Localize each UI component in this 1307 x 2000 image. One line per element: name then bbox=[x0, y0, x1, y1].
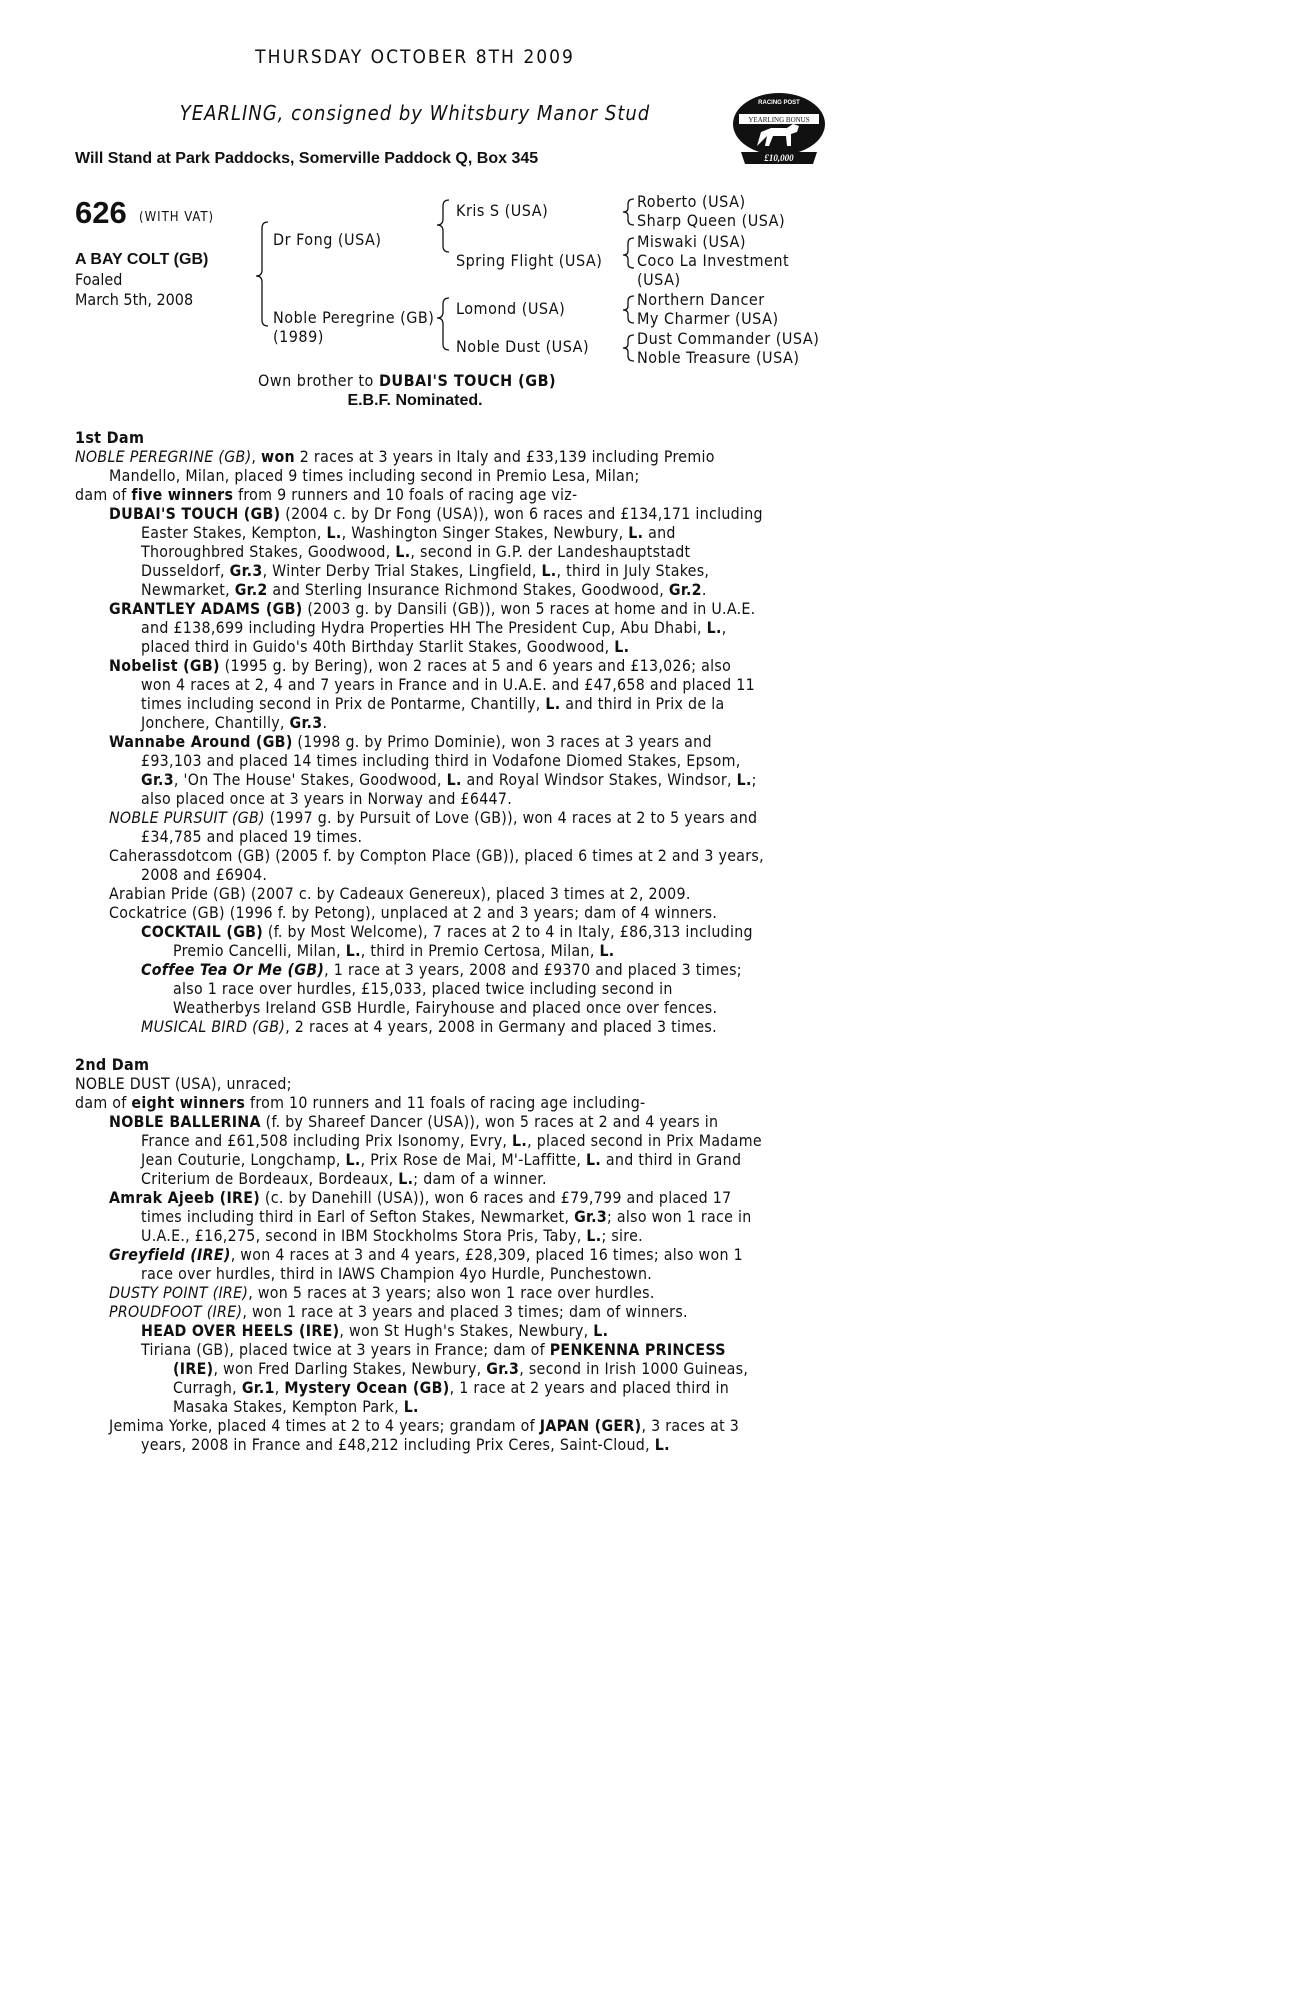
own-brother-note bbox=[258, 371, 556, 390]
produce-entry: COCKTAIL (GB) (f. by Most Welcome), 7 races at 2 to 4 in Italy, £86,313 including Premio Cancelli, Milan, L., third in Premio Certosa, Milan, L. bbox=[141, 922, 753, 960]
produce-entry: NOBLE BALLERINA (f. by Shareef Dancer (USA)), won 5 races at 2 and 4 years in France and £61,508 including Prix Isonomy, Evry, L., placed second in Prix Madame Jean Couturie, Longchamp, L., Prix Rose de Mai, M'-Laffitte, L. and third in Grand Criterium de Bordeaux, Bordeaux, L.; dam of a winner. bbox=[109, 1112, 762, 1188]
pedigree-dds: Dust Commander (USA) bbox=[637, 329, 820, 348]
foaled-label: Foaled bbox=[75, 270, 123, 289]
first-dam-line: NOBLE PEREGRINE (GB), won 2 races at 3 years in Italy and £33,139 including Premio bbox=[75, 447, 715, 466]
vat-label: (WITH VAT) bbox=[139, 210, 215, 225]
pedigree-dam-sire: Lomond (USA) bbox=[456, 299, 566, 318]
badge-middle-text: YEARLING BONUS bbox=[748, 116, 810, 124]
pedigree-ssd: Sharp Queen (USA) bbox=[637, 211, 786, 230]
first-dam-produce-summary bbox=[75, 485, 765, 504]
ebf-nominated: E.B.F. Nominated. bbox=[347, 392, 483, 409]
first-dam-produce-rest: from 9 runners and 10 foals of racing age viz- bbox=[233, 485, 578, 504]
produce-entry: HEAD OVER HEELS (IRE), won St Hugh's Stakes, Newbury, L. bbox=[141, 1321, 609, 1340]
produce-entry: Caherassdotcom (GB) (2005 f. by Compton Place (GB)), placed 6 times at 2 and 3 years, 2008 and £6904. bbox=[109, 846, 764, 884]
produce-entry: Nobelist (GB) (1995 g. by Bering), won 2 races at 5 and 6 years and £13,026; also won 4 races at 2, 4 and 7 years in France and in U.A.E. and £47,658 and placed 11 times including second in Prix de Pontarme, Chantilly, L. and third in Prix de la Jonchere, Chantilly, Gr.3. bbox=[109, 656, 755, 732]
second-dam-heading: 2nd Dam bbox=[75, 1055, 150, 1074]
produce-entry: DUSTY POINT (IRE), won 5 races at 3 years; also won 1 race over hurdles. bbox=[109, 1283, 655, 1302]
pedigree-ddd: Noble Treasure (USA) bbox=[637, 348, 800, 367]
stand-location: Will Stand at Park Paddocks, Somerville Paddock Q, Box 345 bbox=[75, 150, 539, 167]
produce-entry: Arabian Pride (GB) (2007 c. by Cadeaux Genereux), placed 3 times at 2, 2009. bbox=[109, 884, 691, 903]
pedigree-dam-name: Noble Peregrine (GB) bbox=[273, 308, 435, 327]
lot-number: 626 bbox=[75, 195, 127, 230]
produce-entry: Greyfield (IRE), won 4 races at 3 and 4 years, £28,309, placed 16 times; also won 1 race over hurdles, third in IAWS Champion 4yo Hurdle, Punchestown. bbox=[109, 1245, 743, 1283]
produce-entry: Tiriana (GB), placed twice at 3 years in France; dam of PENKENNA PRINCESS (IRE), won Fred Darling Stakes, Newbury, Gr.3, second in Irish 1000 Guineas, Curragh, Gr.1, Mystery Ocean (GB), 1 race at 2 years and placed third in Masaka Stakes, Kempton Park, L. bbox=[141, 1340, 749, 1416]
pedigree-gen3-c bbox=[637, 290, 779, 328]
produce-entry: PROUDFOOT (IRE), won 1 race at 3 years and placed 3 times; dam of winners. bbox=[109, 1302, 688, 1321]
first-dam-winners: five winners bbox=[131, 485, 234, 504]
pedigree-dam-dam: Noble Dust (USA) bbox=[456, 337, 590, 356]
produce-entry: GRANTLEY ADAMS (GB) (2003 g. by Dansili (GB)), won 5 races at home and in U.A.E. and £138,699 including Hydra Properties HH The President Cup, Abu Dhabi, L., placed third in Guido's 40th Birthday Starlit Stakes, Goodwood, L. bbox=[109, 599, 756, 656]
first-dam-record: 2 races at 3 years in Italy and £33,139 including Premio bbox=[294, 447, 715, 466]
second-dam-line: NOBLE DUST (USA), unraced; bbox=[75, 1074, 292, 1093]
first-dam-won: won bbox=[261, 447, 295, 466]
first-dam-heading: 1st Dam bbox=[75, 428, 145, 447]
produce-entry: Cockatrice (GB) (1996 f. by Petong), unplaced at 2 and 3 years; dam of 4 winners. bbox=[109, 903, 718, 922]
produce-entry: Jemima Yorke, placed 4 times at 2 to 4 years; grandam of JAPAN (GER), 3 races at 3 years, 2008 in France and £48,212 including Prix Ceres, Saint-Cloud, L. bbox=[109, 1416, 740, 1454]
sale-date: THURSDAY OCTOBER 8TH 2009 bbox=[255, 46, 575, 68]
pedigree-sss: Roberto (USA) bbox=[637, 192, 746, 211]
pedigree-sds: Miswaki (USA) bbox=[637, 232, 746, 251]
produce-sublist bbox=[109, 1321, 765, 1416]
dam-of-prefix: dam of bbox=[75, 1093, 132, 1112]
pedigree-dss: Northern Dancer bbox=[637, 290, 765, 309]
pedigree-dam bbox=[273, 308, 434, 346]
second-dam-produce-summary bbox=[75, 1093, 765, 1112]
pedigree-sire-dam: Spring Flight (USA) bbox=[456, 251, 603, 270]
dam-of-prefix: dam of bbox=[75, 485, 132, 504]
pedigree-sire: Dr Fong (USA) bbox=[273, 230, 382, 249]
own-brother-prefix: Own brother to bbox=[258, 371, 379, 390]
produce-entry: Coffee Tea Or Me (GB), 1 race at 3 years, 2008 and £9370 and placed 3 times; also 1 race over hurdles, £15,033, placed twice including second in Weatherbys Ireland GSB Hurdle, Fairyhouse and placed once over fences. bbox=[141, 960, 742, 1017]
pedigree-dsd: My Charmer (USA) bbox=[637, 309, 779, 328]
pedigree-sdd2: (USA) bbox=[637, 270, 681, 289]
second-dam-produce-list bbox=[75, 1112, 765, 1454]
badge-top-text: RACING POST bbox=[758, 100, 800, 106]
first-dam-section bbox=[75, 428, 765, 1036]
produce-entry: Amrak Ajeeb (IRE) (c. by Danehill (USA)), won 6 races and £79,799 and placed 17 times including third in Earl of Sefton Stakes, Newmarket, Gr.3; also won 1 race in U.A.E., £16,275, second in IBM Stockholms Stora Pris, Taby, L.; sire. bbox=[109, 1188, 752, 1245]
produce-sublist bbox=[109, 922, 765, 1036]
first-dam-record-cont: Mandello, Milan, placed 9 times including second in Premio Lesa, Milan; bbox=[109, 466, 640, 485]
second-dam-produce-rest: from 10 runners and 11 foals of racing age including- bbox=[245, 1093, 646, 1112]
pedigree-dam-year: (1989) bbox=[273, 327, 324, 346]
pedigree-gen3-b bbox=[637, 232, 789, 289]
produce-entry: MUSICAL BIRD (GB), 2 races at 4 years, 2008 in Germany and placed 3 times. bbox=[141, 1017, 717, 1036]
pedigree-sire-sire: Kris S (USA) bbox=[456, 201, 549, 220]
pedigree-gen3-a bbox=[637, 192, 785, 230]
produce-entry: DUBAI'S TOUCH (GB) (2004 c. by Dr Fong (USA)), won 6 races and £134,171 including Easter Stakes, Kempton, L., Washington Singer Stakes, Newbury, L. and Thoroughbred Stakes, Goodwood, L., second in G.P. der Landeshauptstadt Dusseldorf, Gr.3, Winter Derby Trial Stakes, Lingfield, L., third in July Stakes, Newmarket, Gr.2 and Sterling Insurance Richmond Stakes, Goodwood, Gr.2. bbox=[109, 504, 763, 599]
foaled-date: March 5th, 2008 bbox=[75, 290, 194, 309]
first-dam-produce-list bbox=[75, 504, 765, 1036]
first-dam-name: NOBLE PEREGRINE (GB) bbox=[75, 447, 252, 466]
badge-amount-text: £10,000 bbox=[764, 153, 794, 163]
pedigree-gen3-d bbox=[637, 329, 819, 367]
produce-entry: NOBLE PURSUIT (GB) (1997 g. by Pursuit of Love (GB)), won 4 races at 2 to 5 years and £34,785 and placed 19 times. bbox=[109, 808, 758, 846]
own-brother-name: DUBAI'S TOUCH (GB) bbox=[378, 371, 557, 390]
produce-entry: Wannabe Around (GB) (1998 g. by Primo Dominie), won 3 races at 3 years and £93,103 and placed 14 times including third in Vodafone Diomed Stakes, Epsom, Gr.3, 'On The House' Stakes, Goodwood, L. and Royal Windsor Stakes, Windsor, L.; also placed once at 3 years in Norway and £6447. bbox=[109, 732, 757, 808]
pedigree-sdd1: Coco La Investment bbox=[637, 251, 790, 270]
consignor-line: YEARLING, consigned by Whitsbury Manor Stud bbox=[179, 101, 651, 125]
second-dam-winners: eight winners bbox=[131, 1093, 246, 1112]
horse-description: A BAY COLT (GB) bbox=[75, 251, 209, 268]
second-dam-section bbox=[75, 1055, 765, 1454]
